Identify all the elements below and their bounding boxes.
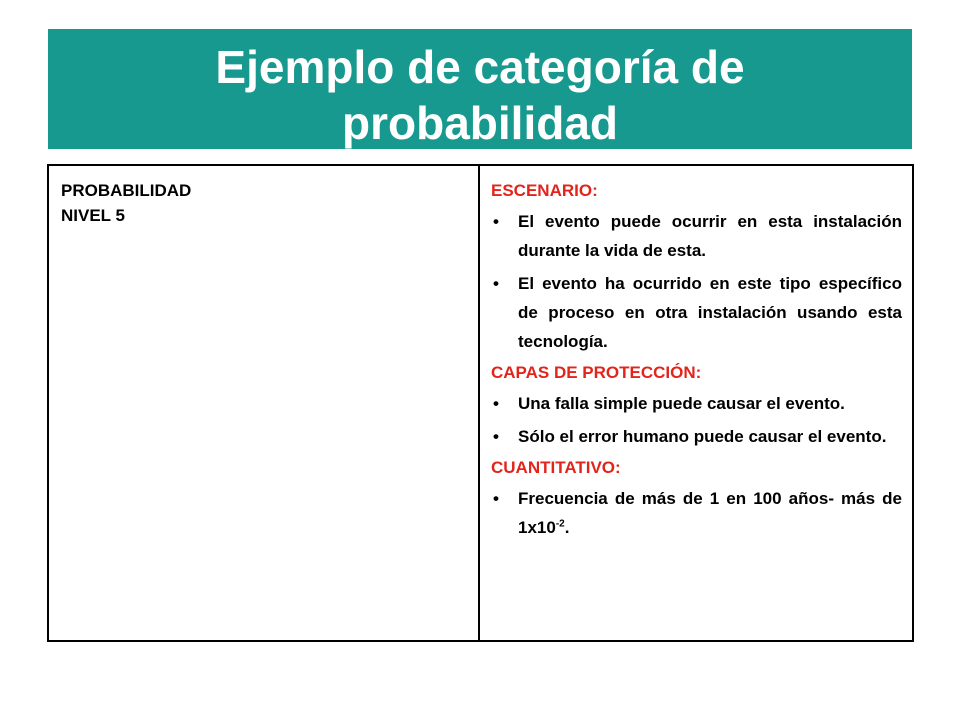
capas-item-2: Sólo el error humano puede causar el evento. (518, 427, 887, 446)
level-label: PROBABILIDAD (61, 181, 192, 200)
list-item (491, 422, 902, 451)
capas-heading: CAPAS DE PROTECCIÓN: (491, 363, 702, 382)
level-cell (49, 166, 480, 640)
bullet-icon: • (493, 427, 499, 446)
probability-table (47, 164, 914, 642)
capas-item-1: Una falla simple puede causar el evento. (518, 394, 845, 413)
criteria-cell (480, 166, 912, 640)
bullet-icon: • (493, 489, 499, 508)
slide-title-line1: Ejemplo de categoría de (215, 41, 745, 93)
escenario-item-2: El evento ha ocurrido en este tipo específico de proceso en otra instalación usando esta tecnología. (518, 274, 902, 351)
bullet-icon: • (493, 274, 499, 293)
cuantitativo-heading: CUANTITATIVO: (491, 458, 621, 477)
slide-title-line2: probabilidad (342, 97, 618, 149)
title-banner (48, 29, 912, 149)
list-item (491, 269, 902, 356)
escenario-heading: ESCENARIO: (491, 181, 598, 200)
list-item (491, 389, 902, 418)
bullet-icon: • (493, 212, 499, 231)
list-item (491, 207, 902, 265)
list-item (491, 484, 902, 542)
escenario-item-1: El evento puede ocurrir en esta instalación durante la vida de esta. (518, 212, 902, 260)
bullet-icon: • (493, 394, 499, 413)
frequency-text: Frecuencia de más de 1 en 100 años- más de 1x10 (518, 489, 902, 537)
cuantitativo-item-1 (518, 484, 902, 542)
frequency-end: . (564, 518, 570, 537)
level-value: NIVEL 5 (61, 206, 125, 225)
frequency-exponent: -2 (555, 518, 565, 530)
slide-title (48, 39, 912, 149)
cuantitativo-list (491, 484, 902, 542)
escenario-list (491, 207, 902, 356)
capas-list (491, 389, 902, 451)
